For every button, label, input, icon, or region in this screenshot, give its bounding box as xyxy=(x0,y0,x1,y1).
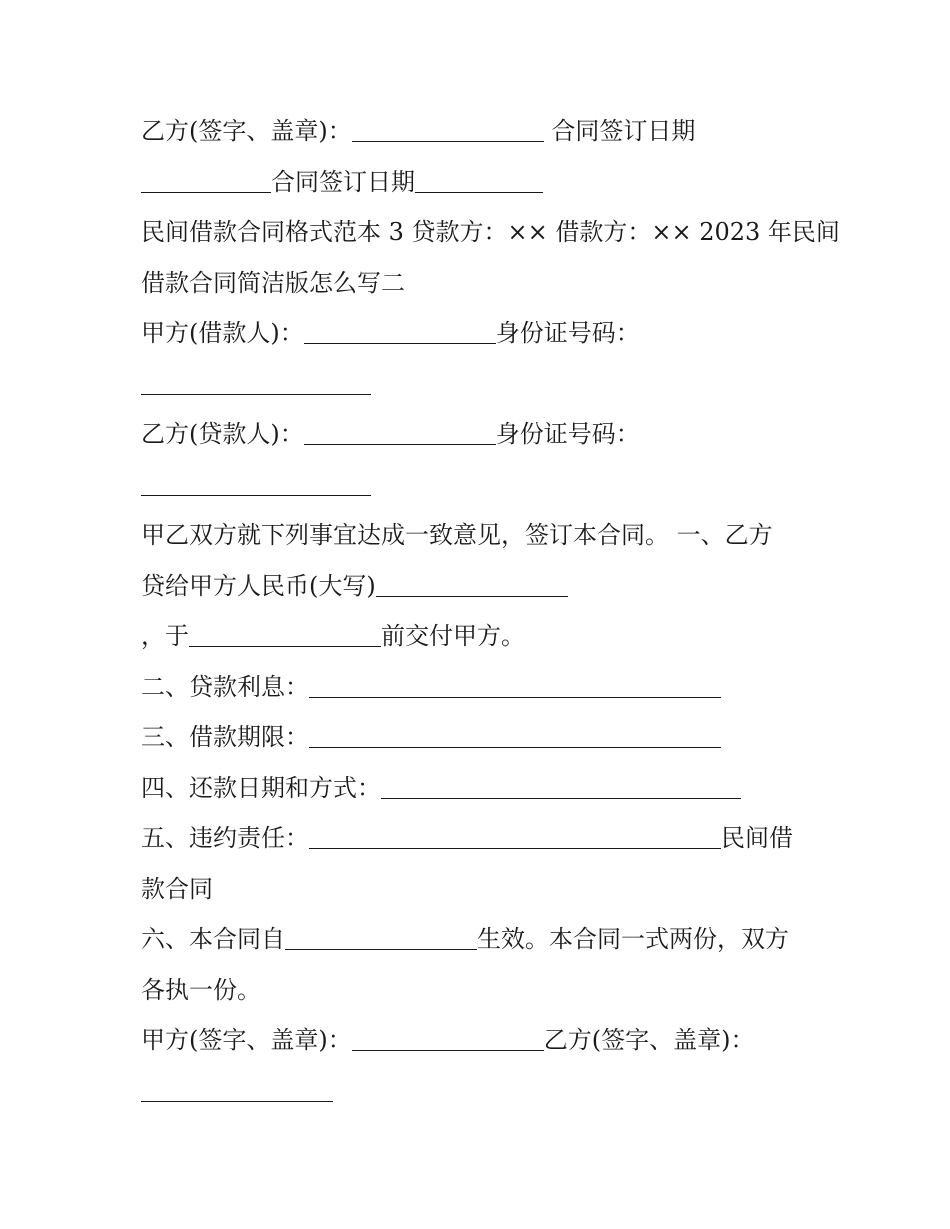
text-segment: 贷给甲方人民币(大写) xyxy=(141,571,376,600)
borrower-id-line xyxy=(141,359,811,410)
text-segment: 五、违约责任： xyxy=(141,824,309,852)
text-segment: 乙方(贷款人)： xyxy=(141,420,304,448)
contract-text xyxy=(141,106,840,1116)
text-segment: 二、贷款利息： xyxy=(141,672,309,701)
effective-line-cont xyxy=(141,965,811,1016)
text-segment: 前交付甲方。 xyxy=(381,622,525,650)
delivery-date-blank[interactable] xyxy=(189,645,381,647)
text-segment: 甲方(借款人)： xyxy=(141,319,304,347)
text-segment: 款合同 xyxy=(141,874,213,903)
party-b-signature-line xyxy=(141,106,811,157)
text-segment: 甲乙双方就下列事宜达成一致意见，签订本合同。 一、乙方 xyxy=(141,521,773,549)
repayment-line xyxy=(141,763,811,814)
agreement-line xyxy=(141,510,811,561)
text-segment: 各执一份。 xyxy=(141,975,261,1004)
signatures-line xyxy=(141,1015,811,1066)
text-segment: 民间借 xyxy=(721,824,793,852)
liability-line-cont xyxy=(141,864,811,915)
text-segment: ，于 xyxy=(141,622,189,650)
text-segment: 合同签订日期 xyxy=(543,117,696,145)
delivery-line xyxy=(141,611,811,662)
text-segment: 甲方(签字、盖章)： xyxy=(141,1026,352,1054)
heading-line xyxy=(141,207,840,258)
signatures-line-cont xyxy=(141,1066,811,1117)
term-line xyxy=(141,712,811,763)
text-segment: 生效。本合同一式两份，双方 xyxy=(477,925,789,953)
text-segment: 借款合同简洁版怎么写二 xyxy=(141,268,405,297)
lender-id-line xyxy=(141,460,811,511)
term-blank[interactable] xyxy=(309,746,721,748)
party-b-signature-blank[interactable] xyxy=(141,1100,333,1102)
amount-blank[interactable] xyxy=(376,595,568,597)
lender-line xyxy=(141,409,811,460)
text-segment: 合同签订日期 xyxy=(271,167,415,196)
text-segment: 六、本合同自 xyxy=(141,925,285,953)
signature-blank[interactable] xyxy=(352,140,544,142)
borrower-line xyxy=(141,308,811,359)
liability-line xyxy=(141,813,811,864)
heading-line-cont xyxy=(141,258,811,309)
text-segment: 民间借款合同格式范本 3 贷款方：×× 借款方：×× 2023 年民间 xyxy=(141,218,840,246)
effective-date-blank[interactable] xyxy=(285,948,477,950)
text-segment: 四、还款日期和方式： xyxy=(141,773,381,802)
signing-date-line xyxy=(141,157,811,208)
id-number-blank[interactable] xyxy=(141,494,371,496)
effective-line xyxy=(141,914,811,965)
text-segment: 乙方(签字、盖章)： xyxy=(141,117,352,145)
text-segment: 三、借款期限： xyxy=(141,723,309,751)
date-blank[interactable] xyxy=(141,191,271,193)
interest-blank[interactable] xyxy=(309,696,721,698)
liability-blank[interactable] xyxy=(309,847,721,849)
interest-line xyxy=(141,662,811,713)
text-segment: 身份证号码： xyxy=(495,319,640,347)
party-a-signature-blank[interactable] xyxy=(352,1049,544,1051)
text-segment: 乙方(签字、盖章)： xyxy=(543,1026,755,1054)
repayment-blank[interactable] xyxy=(381,797,741,799)
date-blank[interactable] xyxy=(415,191,543,193)
amount-line xyxy=(141,561,811,612)
borrower-name-blank[interactable] xyxy=(304,342,496,344)
id-number-blank[interactable] xyxy=(141,393,371,395)
text-segment: 身份证号码： xyxy=(495,420,640,448)
lender-name-blank[interactable] xyxy=(304,443,496,445)
